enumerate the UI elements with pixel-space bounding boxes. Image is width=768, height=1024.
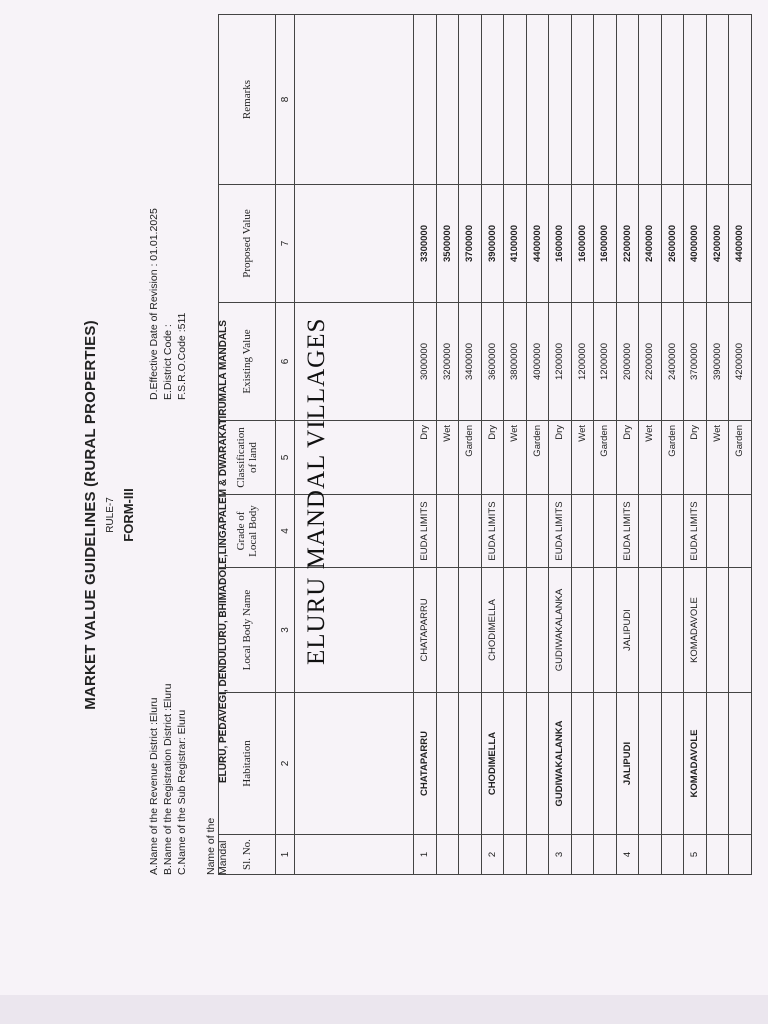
table-row (436, 15, 459, 875)
cell-grade (571, 495, 594, 568)
cell-sl (526, 835, 549, 875)
cell-grade (436, 495, 459, 568)
cell-lb (594, 568, 617, 693)
cell-grade: EUDA LIMITS (616, 495, 639, 568)
cell-pv: 3700000 (459, 185, 482, 303)
col-habitation: Habitation (219, 693, 276, 835)
col-number: 2 (276, 693, 295, 835)
cell-pv: 1600000 (571, 185, 594, 303)
cell-grade (504, 495, 527, 568)
cell-grade: EUDA LIMITS (414, 495, 437, 568)
cell-hab (706, 693, 729, 835)
cell-sl (729, 835, 752, 875)
cell-cls: Dry (616, 421, 639, 495)
guideline-table (218, 14, 752, 875)
rule-label: RULE-7 (105, 497, 116, 533)
table-row (706, 15, 729, 875)
cell-pv: 4400000 (526, 185, 549, 303)
cell-ex: 3000000 (414, 303, 437, 421)
cell-ex: 3800000 (504, 303, 527, 421)
district-code: E.District Code : (162, 324, 174, 400)
cell-grade (594, 495, 617, 568)
cell-sl (639, 835, 662, 875)
cell-hab (729, 693, 752, 835)
cell-remarks (459, 15, 482, 185)
cell-sl: 1 (414, 835, 437, 875)
cell-pv: 1600000 (549, 185, 572, 303)
cell-cls: Dry (481, 421, 504, 495)
col-number: 6 (276, 303, 295, 421)
cell-hab (594, 693, 617, 835)
cell-ex: 4000000 (526, 303, 549, 421)
table-row (684, 15, 707, 875)
table-body (414, 15, 752, 875)
cell-remarks (684, 15, 707, 185)
cell-ex: 3200000 (436, 303, 459, 421)
cell-cls: Dry (414, 421, 437, 495)
cell-lb (706, 568, 729, 693)
cell-ex: 4200000 (729, 303, 752, 421)
sro-code: F.S.R.O.Code :511 (176, 312, 188, 400)
sub-registrar: C.Name of the Sub Registrar: Eluru (176, 709, 188, 875)
cell-lb (729, 568, 752, 693)
cell-cls: Wet (639, 421, 662, 495)
cell-cls: Dry (684, 421, 707, 495)
column-header-row (219, 15, 276, 875)
cell-lb (504, 568, 527, 693)
cell-hab: KOMADAVOLE (684, 693, 707, 835)
revenue-district: A.Name of the Revenue District :Eluru (148, 697, 160, 875)
cell-grade (706, 495, 729, 568)
table-row (504, 15, 527, 875)
cell-lb (526, 568, 549, 693)
cell-lb (436, 568, 459, 693)
cell-remarks (436, 15, 459, 185)
table-row (414, 15, 437, 875)
mandal-value: ELURU, PEDAVEGI, DENDULURU, BHIMADOLE,LINGAPALEM & DWARAKATIRUMALA MANDALS (218, 320, 229, 783)
cell-lb (639, 568, 662, 693)
cell-cls: Garden (594, 421, 617, 495)
col-number: 8 (276, 15, 295, 185)
form-label: FORM-III (121, 488, 136, 542)
cell-lb (459, 568, 482, 693)
cell-hab: CHODIMELLA (481, 693, 504, 835)
cell-remarks (594, 15, 617, 185)
cell-grade (729, 495, 752, 568)
cell-grade (459, 495, 482, 568)
cell-sl (571, 835, 594, 875)
cell-lb (661, 568, 684, 693)
cell-grade: EUDA LIMITS (481, 495, 504, 568)
cell-pv: 3300000 (414, 185, 437, 303)
cell-hab: GUDIWAKALANKA (549, 693, 572, 835)
cell-remarks (571, 15, 594, 185)
meta-left (147, 684, 189, 875)
cell-hab (639, 693, 662, 835)
cell-cls: Wet (504, 421, 527, 495)
col-number: 5 (276, 421, 295, 495)
cell-hab (436, 693, 459, 835)
table-row (594, 15, 617, 875)
cell-remarks (549, 15, 572, 185)
cell-sl: 4 (616, 835, 639, 875)
cell-remarks (504, 15, 527, 185)
cell-grade: EUDA LIMITS (549, 495, 572, 568)
cell-lb: CHODIMELLA (481, 568, 504, 693)
cell-sl (436, 835, 459, 875)
cell-ex: 2000000 (616, 303, 639, 421)
mandal-label: Name of the Mandal (205, 817, 229, 875)
registration-district: B.Name of the Registration District :Eluru (162, 683, 174, 875)
cell-ex: 1200000 (571, 303, 594, 421)
cell-remarks (729, 15, 752, 185)
col-local-body-name: Local Body Name (219, 568, 276, 693)
cell-remarks (481, 15, 504, 185)
cell-pv: 2600000 (661, 185, 684, 303)
cell-grade: EUDA LIMITS (684, 495, 707, 568)
cell-remarks (414, 15, 437, 185)
cell-cls: Wet (706, 421, 729, 495)
cell-ex: 3900000 (706, 303, 729, 421)
cell-sl (504, 835, 527, 875)
cell-pv: 3500000 (436, 185, 459, 303)
meta-right (147, 208, 189, 400)
cell-sl (594, 835, 617, 875)
cell-hab: JALIPUDI (616, 693, 639, 835)
table-row (729, 15, 752, 875)
cell-lb: CHATAPARRU (414, 568, 437, 693)
cell-pv: 1600000 (594, 185, 617, 303)
cell-hab (661, 693, 684, 835)
cell-pv: 4100000 (504, 185, 527, 303)
cell-remarks (526, 15, 549, 185)
cell-pv: 4200000 (706, 185, 729, 303)
cell-cls: Dry (549, 421, 572, 495)
cell-pv: 4400000 (729, 185, 752, 303)
col-existing-value: Existing Value (219, 303, 276, 421)
col-number: 4 (276, 495, 295, 568)
cell-pv: 2200000 (616, 185, 639, 303)
cell-ex: 2400000 (661, 303, 684, 421)
table-row (661, 15, 684, 875)
cell-hab (504, 693, 527, 835)
cell-cls: Wet (436, 421, 459, 495)
cell-lb: KOMADAVOLE (684, 568, 707, 693)
cell-sl (459, 835, 482, 875)
table-row (616, 15, 639, 875)
cell-sl: 5 (684, 835, 707, 875)
cell-sl (706, 835, 729, 875)
cell-ex: 3700000 (684, 303, 707, 421)
col-grade: Grade of Local Body (219, 495, 276, 568)
cell-hab (459, 693, 482, 835)
cell-sl (661, 835, 684, 875)
cell-cls: Garden (526, 421, 549, 495)
col-number: 7 (276, 185, 295, 303)
col-proposed-value: Proposed Value (219, 185, 276, 303)
col-sl-no: Sl. No. (219, 835, 276, 875)
cell-cls: Garden (729, 421, 752, 495)
cell-lb: GUDIWAKALANKA (549, 568, 572, 693)
cell-pv: 2400000 (639, 185, 662, 303)
cell-sl: 2 (481, 835, 504, 875)
cell-grade (639, 495, 662, 568)
cell-hab (571, 693, 594, 835)
cell-grade (661, 495, 684, 568)
cell-sl: 3 (549, 835, 572, 875)
col-number: 3 (276, 568, 295, 693)
column-number-row (276, 15, 295, 875)
effective-date: D.Effective Date of Revision : 01.01.2025 (148, 208, 160, 400)
section-title: ELURU MANDAL VILLAGES (303, 317, 330, 665)
table-row (481, 15, 504, 875)
cell-cls: Garden (661, 421, 684, 495)
table-row (459, 15, 482, 875)
cell-cls: Garden (459, 421, 482, 495)
col-number: 1 (276, 835, 295, 875)
cell-ex: 3600000 (481, 303, 504, 421)
cell-pv: 3900000 (481, 185, 504, 303)
cell-ex: 3400000 (459, 303, 482, 421)
cell-lb (571, 568, 594, 693)
cell-hab: CHATAPARRU (414, 693, 437, 835)
col-classification: Classification of land (219, 421, 276, 495)
cell-ex: 1200000 (594, 303, 617, 421)
table-row (526, 15, 549, 875)
cell-remarks (616, 15, 639, 185)
cell-ex: 1200000 (549, 303, 572, 421)
cell-hab (526, 693, 549, 835)
document-title: MARKET VALUE GUIDELINES (RURAL PROPERTIES) (82, 320, 99, 710)
table-row (571, 15, 594, 875)
scan-margin (0, 995, 768, 1024)
cell-remarks (706, 15, 729, 185)
cell-grade (526, 495, 549, 568)
cell-pv: 4000000 (684, 185, 707, 303)
table-row (639, 15, 662, 875)
cell-lb: JALIPUDI (616, 568, 639, 693)
cell-remarks (661, 15, 684, 185)
cell-remarks (639, 15, 662, 185)
cell-ex: 2200000 (639, 303, 662, 421)
table-row (549, 15, 572, 875)
col-remarks: Remarks (219, 15, 276, 185)
cell-cls: Wet (571, 421, 594, 495)
